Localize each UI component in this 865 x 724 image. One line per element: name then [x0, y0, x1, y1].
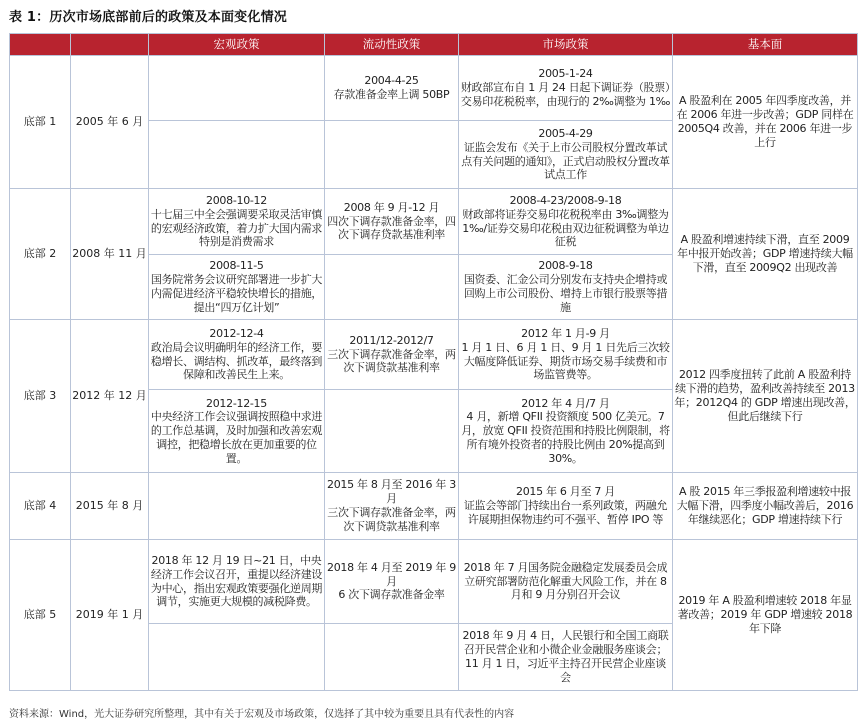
fundamental-cell: A 股 2015 年三季报盈利增速较中报大幅下滑，四季度小幅改善后，2016 年继续恶化；GDP 增速持续下行	[673, 473, 858, 540]
market-cell: 2008-9-18 国资委、汇金公司分别发布支持央企增持或回购上市公司股份、增持上市银行股票等措施	[459, 255, 673, 320]
liquidity-cell	[325, 255, 459, 320]
market-cell: 2018 年 7 月国务院金融稳定发展委员会成立研究部署防范化解重大风险工作，并在 8 月和 9 月分别召开会议	[459, 540, 673, 624]
fundamental-cell: 2019 年 A 股盈利增速较 2018 年显著改善；2019 年 GDP 增速较 2018 年下降	[673, 540, 858, 691]
liquidity-cell	[325, 390, 459, 473]
header-macro: 宏观政策	[149, 34, 325, 56]
bottom-date: 2008 年 11 月	[71, 189, 149, 320]
bottom-date: 2012 年 12 月	[71, 320, 149, 473]
liquidity-cell	[325, 121, 459, 189]
macro-cell: 2018 年 12 月 19 日~21 日，中央经济工作会议召开，重提以经济建设为中心，指出宏观政策要强化逆周期调节，实施更大规模的减税降费。	[149, 540, 325, 624]
liquidity-cell: 2011/12-2012/7 三次下调存款准备金率，两次下调贷款基准利率	[325, 320, 459, 390]
market-cell: 2005-1-24 财政部宣布自 1 月 24 日起下调证券（股票）交易印花税税率，由现行的 2‰调整为 1‰	[459, 56, 673, 121]
bottom-label: 底部 1	[10, 56, 71, 189]
bottom-label: 底部 3	[10, 320, 71, 473]
market-cell: 2008-4-23/2008-9-18 财政部将证券交易印花税税率由 3‰调整为 1‰/证券交易印花税由双边征税调整为单边征税	[459, 189, 673, 255]
header-market: 市场政策	[459, 34, 673, 56]
market-cell: 2012 年 1 月-9 月 1 月 1 日、6 月 1 日、9 月 1 日先后三次较大幅度降低证券、期货市场交易手续费和市场监管费等。	[459, 320, 673, 390]
macro-cell	[149, 473, 325, 540]
macro-cell: 2008-11-5 国务院常务会议研究部署进一步扩大内需促进经济平稳较快增长的措施，提出“四万亿计划”	[149, 255, 325, 320]
table-row	[10, 56, 858, 121]
table-title: 表 1：历次市场底部前后的政策及本面变化情况	[9, 10, 287, 25]
bottom-date: 2005 年 6 月	[71, 56, 149, 189]
header-bottom	[10, 34, 71, 56]
bottom-label: 底部 2	[10, 189, 71, 320]
market-cell: 2015 年 6 月至 7 月 证监会等部门持续出台一系列政策，两融允许展期担保物违约可不强平、暂停 IPO 等	[459, 473, 673, 540]
liquidity-cell: 2004-4-25 存款准备金率上调 50BP	[325, 56, 459, 121]
macro-cell: 2012-12-4 政治局会议明确明年的经济工作，要稳增长、调结构、抓改革，最终落到保障和改善民生上来。	[149, 320, 325, 390]
table-row	[10, 540, 858, 624]
bottom-date: 2015 年 8 月	[71, 473, 149, 540]
source-note: 资料来源：Wind，光大证券研究所整理，其中有关于宏观及市场政策，仅选择了其中较为重要且具有代表性的内容	[9, 709, 515, 720]
header-fundamental: 基本面	[673, 34, 858, 56]
macro-cell	[149, 56, 325, 121]
macro-cell: 2012-12-15 中央经济工作会议强调按照稳中求进的工作总基调，及时加强和改善宏观调控，把稳增长放在更加重要的位置。	[149, 390, 325, 473]
liquidity-cell: 2015 年 8 月至 2016 年 3 月 三次下调存款准备金率，两次下调贷款基准利率	[325, 473, 459, 540]
market-cell: 2012 年 4 月/7 月 4 月，新增 QFII 投资额度 500 亿美元。7 月，放宽 QFII 投资范围和持股比例限制，将所有境外投资者的持股比例由 20%提高到 30%。	[459, 390, 673, 473]
macro-cell	[149, 624, 325, 691]
market-cell: 2018 年 9 月 4 日，人民银行和全国工商联召开民营企业和小微企业金融服务座谈会；11 月 1 日，习近平主持召开民营企业座谈会	[459, 624, 673, 691]
bottom-label: 底部 5	[10, 540, 71, 691]
header-date	[71, 34, 149, 56]
bottom-date: 2019 年 1 月	[71, 540, 149, 691]
fundamental-cell: A 股盈利增速持续下滑，直至 2009 年中报开始改善；GDP 增速持续大幅下滑，直至 2009Q2 出现改善	[673, 189, 858, 320]
table-row	[10, 320, 858, 390]
liquidity-cell	[325, 624, 459, 691]
fundamental-cell: A 股盈利在 2005 年四季度改善，并在 2006 年进一步改善；GDP 同样在 2005Q4 改善，并在 2006 年进一步上行	[673, 56, 858, 189]
market-cell: 2005-4-29 证监会发布《关于上市公司股权分置改革试点有关问题的通知》，正式启动股权分置改革试点工作	[459, 121, 673, 189]
liquidity-cell: 2008 年 9 月-12 月 四次下调存款准备金率，四次下调存贷款基准利率	[325, 189, 459, 255]
macro-cell	[149, 121, 325, 189]
macro-cell: 2008-10-12 十七届三中全会强调要采取灵活审慎的宏观经济政策，着力扩大国内需求特别是消费需求	[149, 189, 325, 255]
liquidity-cell: 2018 年 4 月至 2019 年 9 月 6 次下调存款准备金率	[325, 540, 459, 624]
table-row	[10, 473, 858, 540]
header-liquidity: 流动性政策	[325, 34, 459, 56]
header-row	[10, 34, 858, 56]
policy-table	[9, 33, 858, 691]
bottom-label: 底部 4	[10, 473, 71, 540]
table-row	[10, 189, 858, 255]
fundamental-cell: 2012 四季度扭转了此前 A 股盈利持续下滑的趋势，盈利改善持续至 2013 年；2012Q4 的 GDP 增速出现改善，但此后继续下行	[673, 320, 858, 473]
